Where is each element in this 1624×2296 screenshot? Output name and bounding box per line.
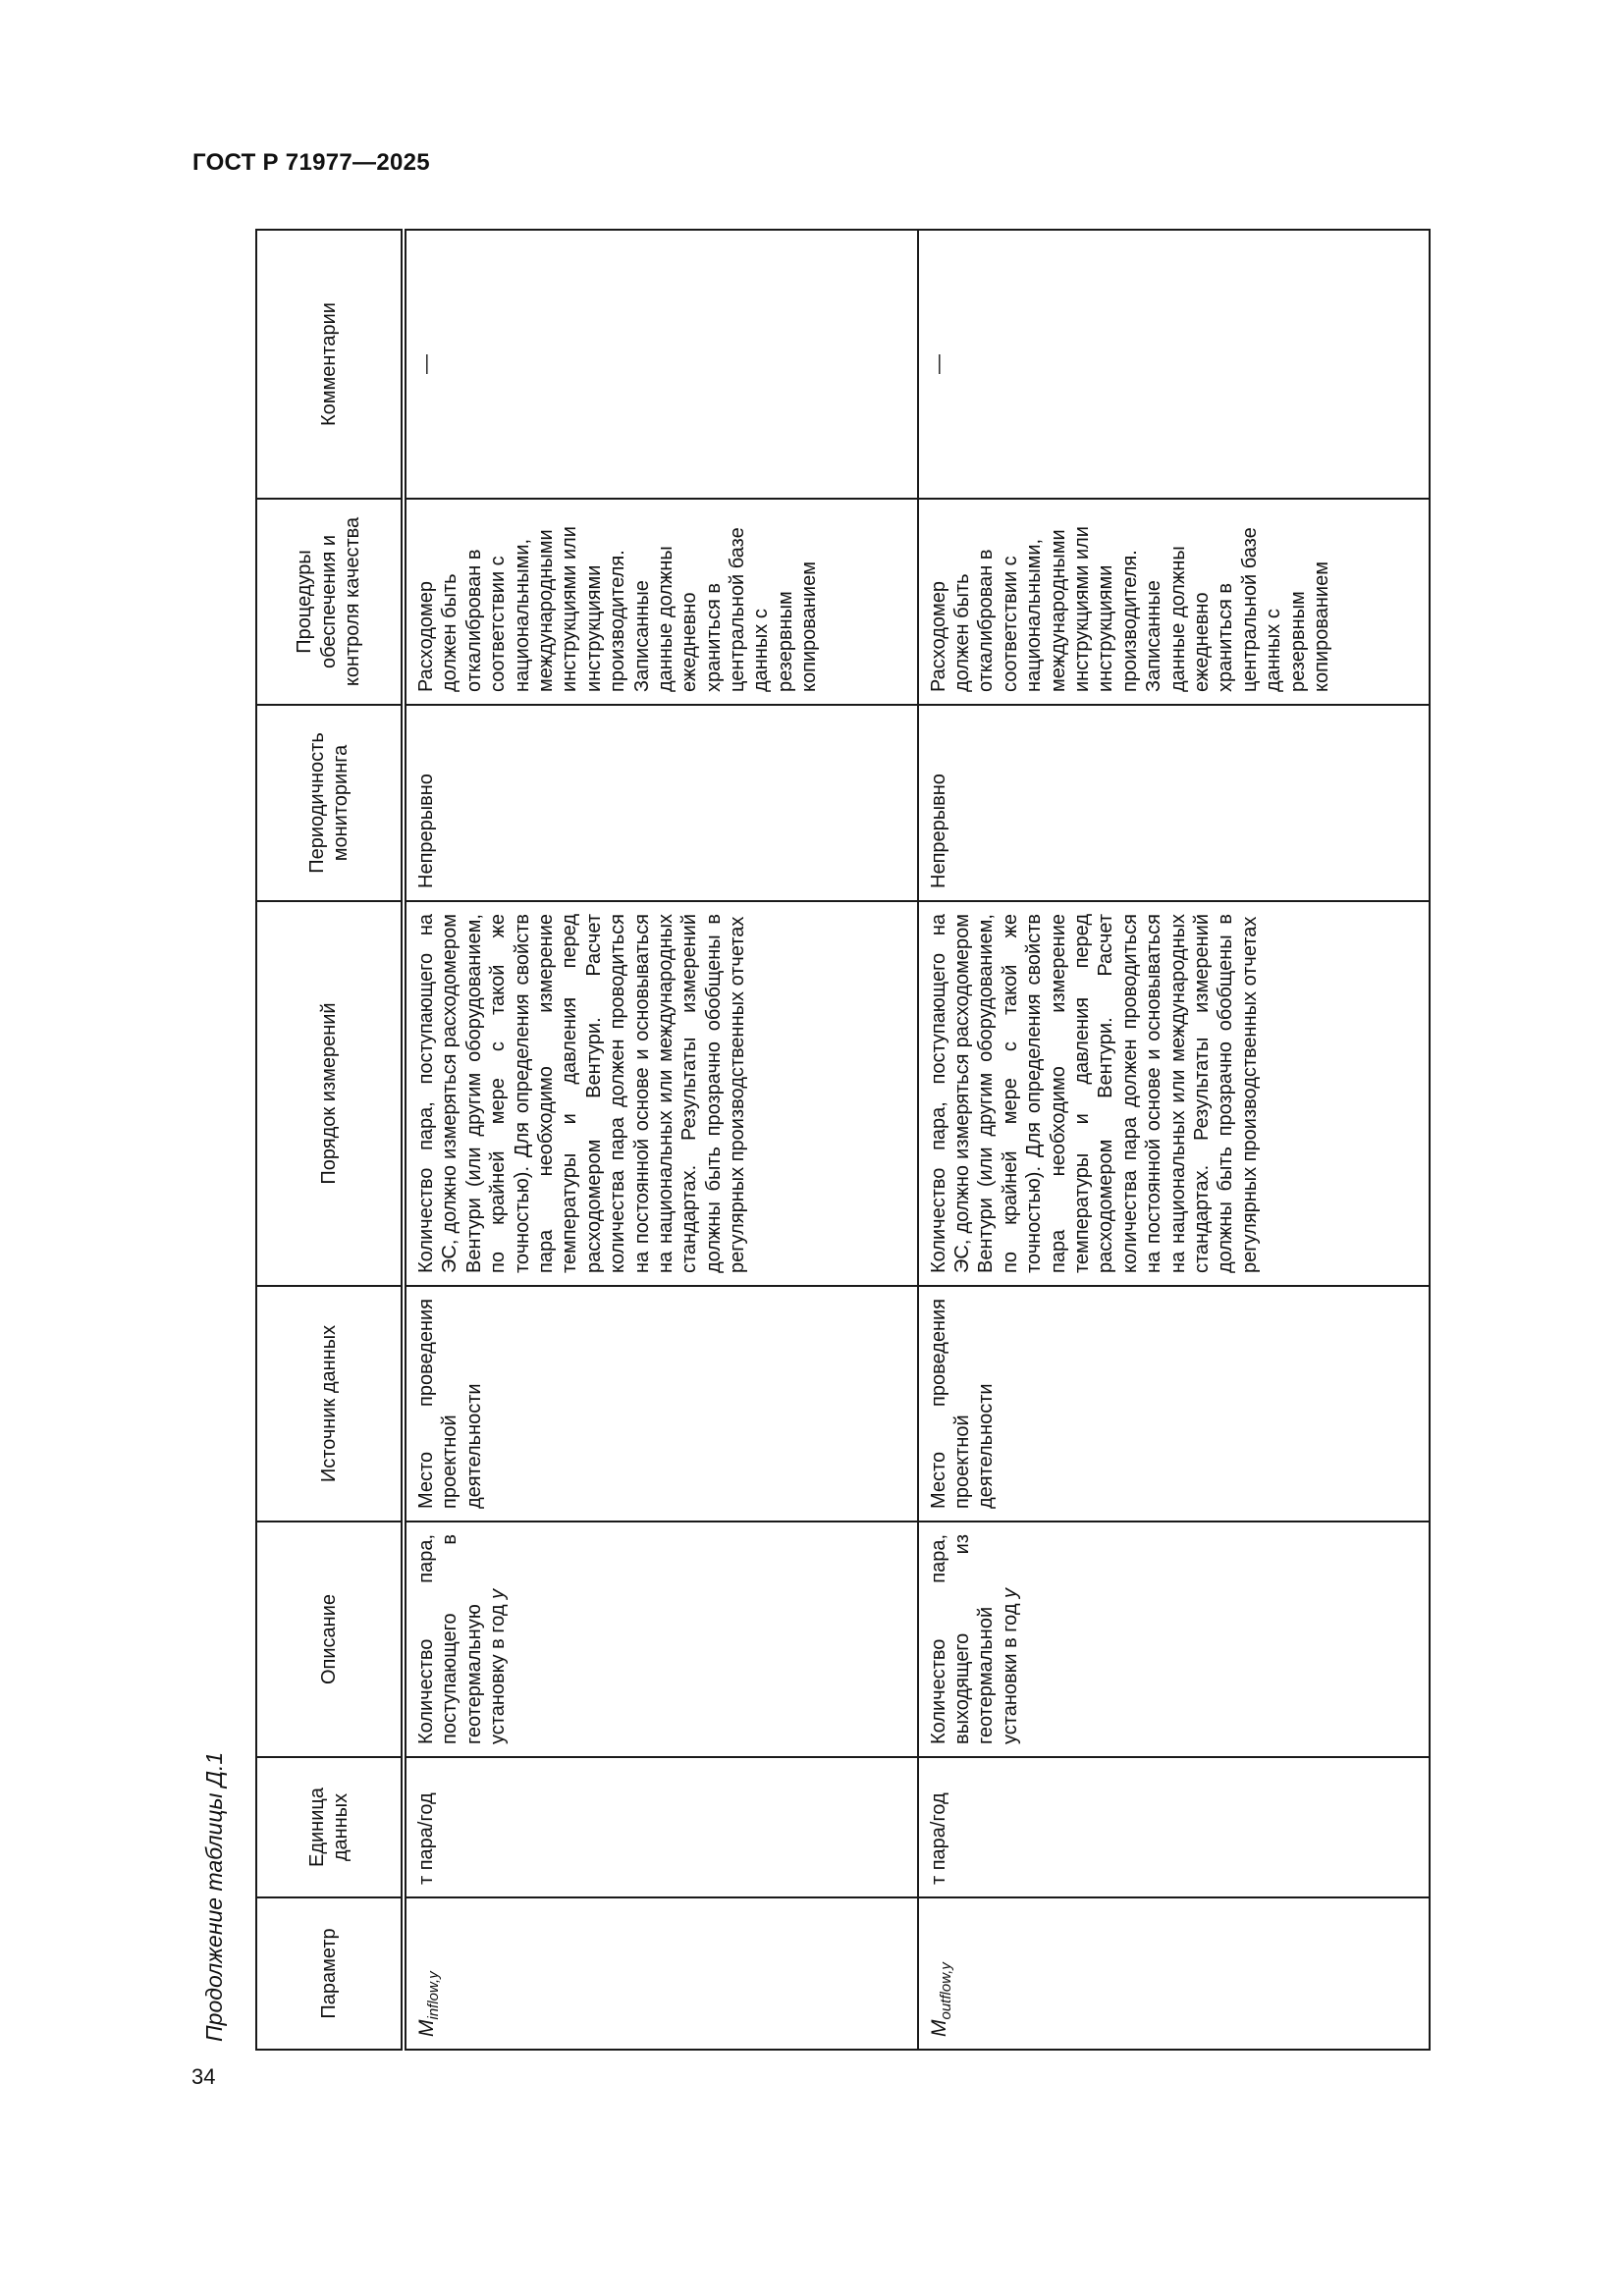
cell-procedure: Количество пара, поступающего на ЭС, должно измеряться расходомером Вентури (или другим оборудованием, по крайней мере с такой же точностью). Для определения свойств пара необходимо измерение температуры и давления перед расходомером Вентури. Расчет количества пара должен проводиться на постоянной основе и основываться на национальных или международных стандартах. Результаты измерений должны быть прозрачно обобщены в регулярных производственных отчетах (918, 901, 1430, 1286)
document-header: ГОСТ Р 71977—2025 (192, 149, 430, 176)
cell-frequency: Непрерывно (404, 705, 918, 901)
column-header-description: Описание (256, 1522, 404, 1757)
table-caption: Продолжение таблицы Д.1 (201, 1751, 227, 2042)
column-header-procedure: Порядок измерений (256, 901, 404, 1286)
column-header-source: Источник данных (256, 1286, 404, 1522)
column-header-frequency: Периодичность мониторинга (256, 705, 404, 901)
column-header-qa-qc: Процедуры обеспечения и контроля качества (256, 499, 404, 705)
column-header-unit: Единица данных (256, 1757, 404, 1897)
cell-procedure: Количество пара, поступающего на ЭС, должно измеряться расходомером Вентури (или другим оборудованием, по крайней мере с такой же точностью). Для определения свойств пара необходимо измерение температуры и давления перед расходомером Вентури. Расчет количества пара должен проводиться на постоянной основе и основываться на национальных или международных стандартах. Результаты измерений должны быть прозрачно обобщены в регулярных производственных отчетах (404, 901, 918, 1286)
cell-qa-qc: Расходомер должен быть откалиброван в соответствии с национальными, международными инструкциями или инструкциями производителя. Записанные данные должны ежедневно храниться в центральной базе данных с резервным копированием (404, 499, 918, 705)
cell-source: Место проведения проектной деятельности (918, 1286, 1430, 1522)
cell-unit: т пара/год (404, 1757, 918, 1897)
column-header-comments: Комментарии (256, 230, 404, 499)
column-header-parameter: Параметр (256, 1897, 404, 2050)
cell-comment: — (918, 230, 1430, 499)
cell-qa-qc: Расходомер должен быть откалиброван в соответствии с национальными, международными инструкциями или инструкциями производителя. Записанные данные должны ежедневно храниться в центральной базе данных с резервным копированием (918, 499, 1430, 705)
cell-source: Место проведения проектной деятельности (404, 1286, 918, 1522)
cell-parameter (404, 1897, 918, 2050)
cell-unit: т пара/год (918, 1757, 1430, 1897)
cell-description: Количество пара, выходящего из геотермальной установки в год y (918, 1522, 1430, 1757)
cell-parameter (918, 1897, 1430, 2050)
parameter-symbol: $M_{outflow,y}$ (927, 1962, 954, 2037)
caption-container (194, 1728, 253, 2042)
rotated-table-container (255, 231, 1431, 2051)
table-header-row (256, 230, 404, 2050)
table-row (918, 230, 1430, 2050)
cell-comment: — (404, 230, 918, 499)
table-landscape (255, 231, 1431, 2051)
cell-description: Количество пара, поступающего в геотермальную установку в год y (404, 1522, 918, 1757)
parameter-symbol: $M_{inflow,y}$ (415, 1971, 443, 2037)
page-number: 34 (191, 2064, 216, 2089)
cell-frequency: Непрерывно (918, 705, 1430, 901)
monitoring-parameters-table (255, 229, 1431, 2051)
table-row (404, 230, 918, 2050)
